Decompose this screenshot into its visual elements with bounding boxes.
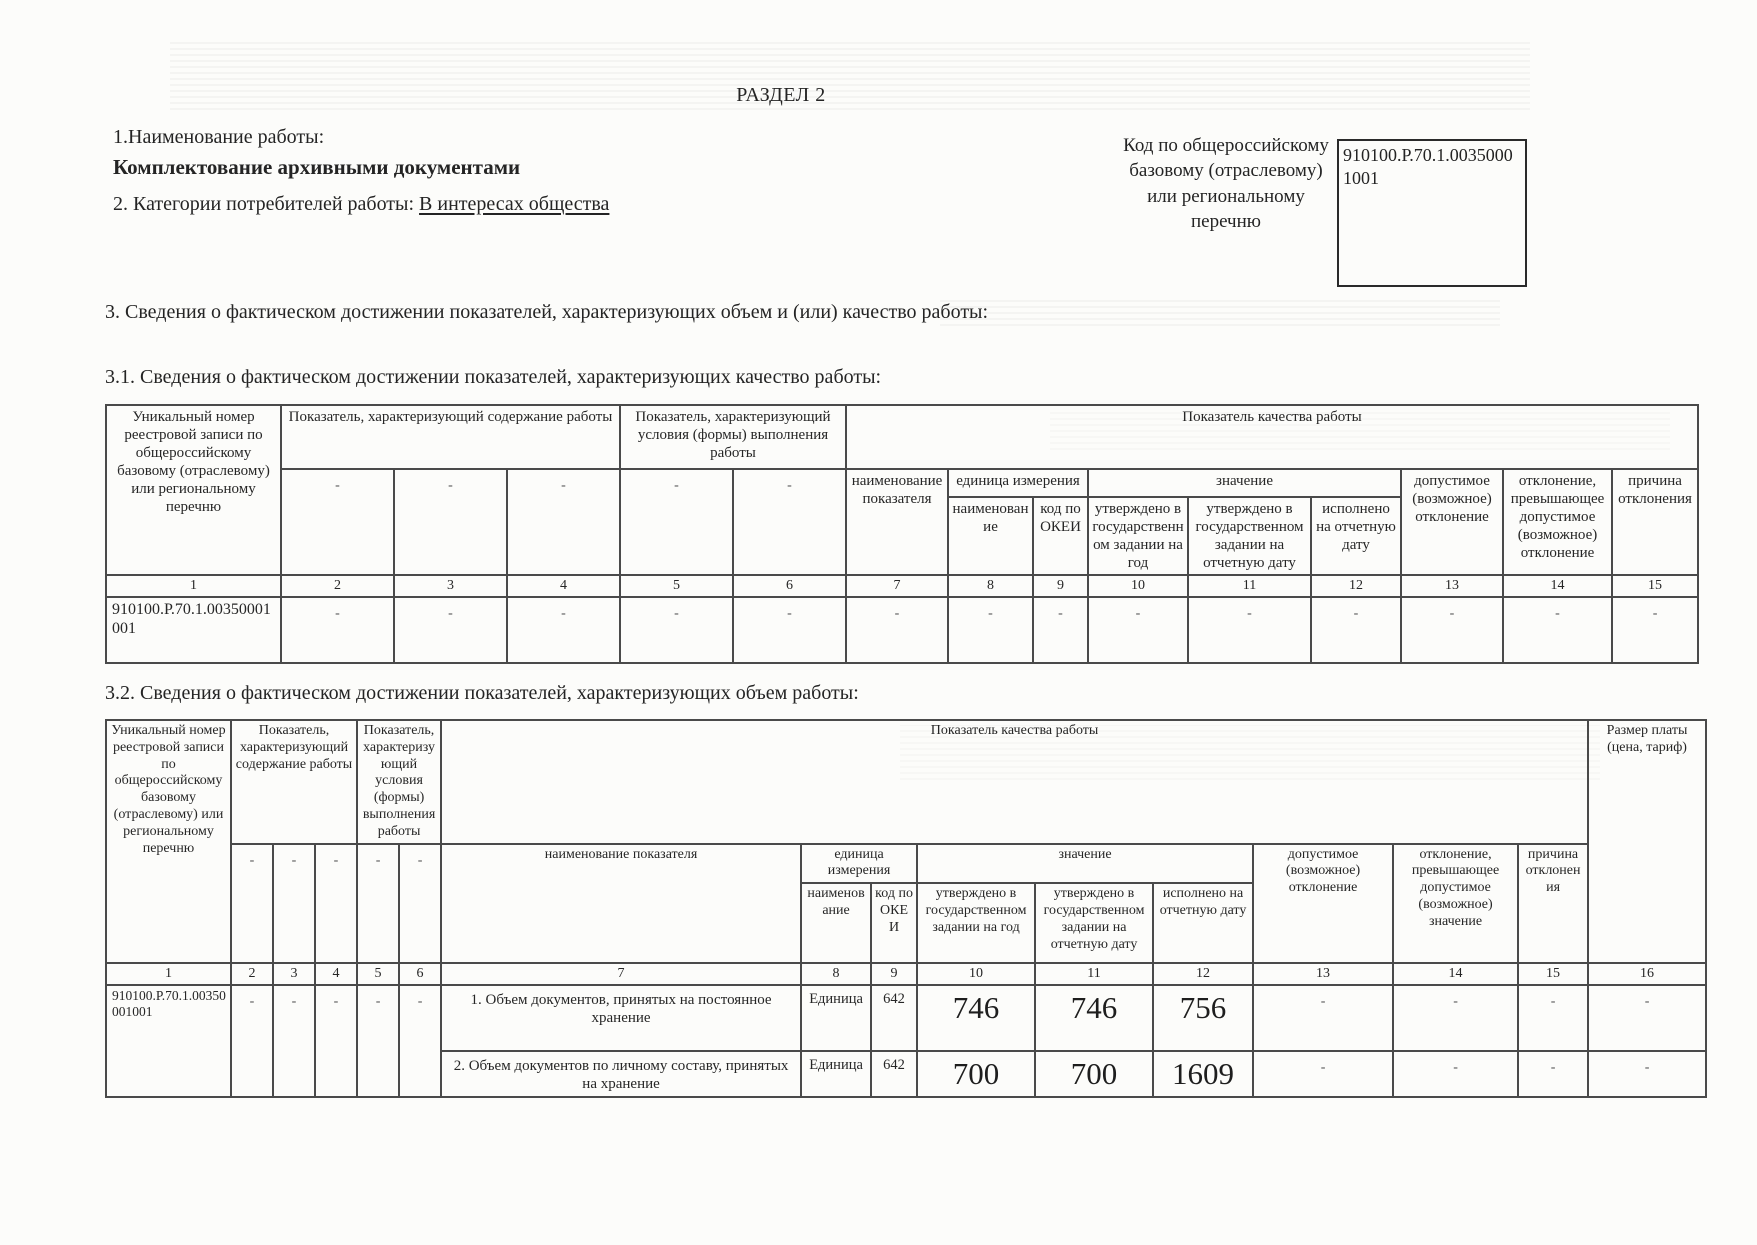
header-dash-cell: -: [315, 844, 357, 964]
dash-cell: -: [315, 985, 357, 1097]
dash-cell: -: [394, 597, 507, 663]
col-number: 9: [871, 963, 917, 985]
col-header-exceeding-deviation: отклонение, превышающее допустимое (возможное) отклонение: [1503, 469, 1612, 575]
col-header-okei: код по ОКЕИ: [871, 883, 917, 963]
col-number: 10: [1088, 575, 1188, 597]
code-label: Код по общероссийскому базовому (отраслевому) или региональному перечню: [1123, 135, 1329, 233]
header-dash-cell: -: [620, 469, 733, 575]
col-number: 6: [733, 575, 846, 597]
col-number: 9: [1033, 575, 1088, 597]
executed-value: 1609: [1153, 1051, 1253, 1097]
approved-date-value: 746: [1035, 985, 1153, 1051]
col-header-allowed-deviation: допустимое (возможное) отклонение: [1253, 844, 1393, 964]
col-header-content-indicator: Показатель, характеризующий содержание работы: [231, 720, 357, 844]
dash-cell: -: [1588, 985, 1706, 1051]
col-header-value: значение: [917, 844, 1253, 884]
consumers-value: В интересах общества: [419, 193, 610, 215]
col-number: 8: [948, 575, 1033, 597]
table-row: [106, 597, 1698, 663]
col-header-executed: исполнено на отчетную дату: [1153, 883, 1253, 963]
col-header-indicator-name: наименование показателя: [846, 469, 948, 575]
col-number: 4: [315, 963, 357, 985]
header-dash-cell: -: [507, 469, 620, 575]
col-number: 11: [1035, 963, 1153, 985]
col-header-exceeding-deviation: отклонение, превышающее допустимое (возможное) значение: [1393, 844, 1518, 964]
col-number: 14: [1393, 963, 1518, 985]
indicator-name-cell: 2. Объем документов по личному составу, принятых на хранение: [441, 1051, 801, 1097]
dash-cell: -: [1393, 1051, 1518, 1097]
dash-cell: -: [273, 985, 315, 1097]
dash-cell: -: [1588, 1051, 1706, 1097]
unit-cell: Единица: [801, 1051, 871, 1097]
dash-cell: -: [1518, 1051, 1588, 1097]
dash-cell: -: [399, 985, 441, 1097]
dash-cell: -: [357, 985, 399, 1097]
col-number: 5: [620, 575, 733, 597]
col-number: 5: [357, 963, 399, 985]
dash-cell: -: [1503, 597, 1612, 663]
header-dash-cell: -: [357, 844, 399, 964]
unit-cell: Единица: [801, 985, 871, 1051]
header-row-groups: [106, 720, 1706, 844]
code-box: [1337, 139, 1527, 287]
work-name-value: Комплектование архивными документами: [113, 155, 521, 179]
quality-indicators-table: [105, 404, 1699, 664]
executed-value: 756: [1153, 985, 1253, 1051]
col-header-unique-number: Уникальный номер реестровой записи по общероссийскому базовому (отраслевому) или региональному перечню: [106, 720, 231, 963]
col-number: 3: [273, 963, 315, 985]
col-number: 3: [394, 575, 507, 597]
col-number: 15: [1518, 963, 1588, 985]
dash-cell: -: [620, 597, 733, 663]
col-number: 16: [1588, 963, 1706, 985]
page-title: РАЗДЕЛ 2: [736, 84, 826, 106]
col-number: 10: [917, 963, 1035, 985]
col-number: 4: [507, 575, 620, 597]
col-header-conditions-indicator: Показатель, характеризующий условия (формы) выполнения работы: [620, 405, 846, 469]
header-dash-cell: -: [281, 469, 394, 575]
col-number: 7: [846, 575, 948, 597]
section31-title: 3.1. Сведения о фактическом достижении показателей, характеризующих качество работы:: [105, 366, 882, 388]
code-value: 910100.Р.70.1.00350001001: [1343, 145, 1513, 188]
header-row-groups: [106, 405, 1698, 469]
dash-cell: -: [281, 597, 394, 663]
dash-cell: -: [1188, 597, 1311, 663]
col-header-value: значение: [1088, 469, 1401, 497]
dash-cell: -: [733, 597, 846, 663]
registry-number-cell: 910100.Р.70.1.00350001001: [106, 985, 231, 1097]
dash-cell: -: [1033, 597, 1088, 663]
col-number: 2: [281, 575, 394, 597]
volume-indicators-table: [105, 719, 1707, 1098]
dash-cell: -: [1393, 985, 1518, 1051]
header-dash-cell: -: [273, 844, 315, 964]
header-row-sub: [106, 469, 1698, 497]
approved-date-value: 700: [1035, 1051, 1153, 1097]
col-header-unique-number: Уникальный номер реестровой записи по общероссийскому базовому (отраслевому) или региональному перечню: [106, 405, 281, 575]
col-number: 2: [231, 963, 273, 985]
col-header-unit: единица измерения: [801, 844, 917, 884]
col-header-price: Размер платы (цена, тариф): [1588, 720, 1706, 963]
dash-cell: -: [1612, 597, 1698, 663]
section32-title: 3.2. Сведения о фактическом достижении показателей, характеризующих объем работы:: [105, 682, 859, 704]
col-header-reason: причина отклонения: [1612, 469, 1698, 575]
approved-year-value: 700: [917, 1051, 1035, 1097]
header-dash-cell: -: [231, 844, 273, 964]
dash-cell: -: [948, 597, 1033, 663]
col-header-approved-year: утверждено в государственном задании на год: [917, 883, 1035, 963]
col-header-quality-indicator: Показатель качества работы: [441, 720, 1588, 844]
col-header-content-indicator: Показатель, характеризующий содержание работы: [281, 405, 620, 469]
header-dash-cell: -: [394, 469, 507, 575]
registry-number-cell: 910100.Р.70.1.00350001001: [106, 597, 281, 663]
approved-year-value: 746: [917, 985, 1035, 1051]
col-header-approved-date: утверждено в государственном задании на отчетную дату: [1188, 497, 1311, 575]
col-header-allowed-deviation: допустимое (возможное) отклонение: [1401, 469, 1503, 575]
consumers-label: 2. Категории потребителей работы:: [113, 193, 420, 215]
column-number-row: [106, 963, 1706, 985]
indicator-name-cell: 1. Объем документов, принятых на постоянное хранение: [441, 985, 801, 1051]
col-number: 6: [399, 963, 441, 985]
dash-cell: -: [1401, 597, 1503, 663]
col-number: 13: [1401, 575, 1503, 597]
col-header-unit-name: наименование: [948, 497, 1033, 575]
col-number: 11: [1188, 575, 1311, 597]
col-header-approved-date: утверждено в государственном задании на отчетную дату: [1035, 883, 1153, 963]
col-number: 15: [1612, 575, 1698, 597]
okei-cell: 642: [871, 985, 917, 1051]
table-row: [106, 985, 1706, 1051]
col-number: 7: [441, 963, 801, 985]
col-header-conditions-indicator: Показатель, характеризующий условия (формы) выполнения работы: [357, 720, 441, 844]
col-header-quality-indicator: Показатель качества работы: [846, 405, 1698, 469]
col-header-approved-year: утверждено в государственном задании на год: [1088, 497, 1188, 575]
dash-cell: -: [1311, 597, 1401, 663]
dash-cell: -: [1518, 985, 1588, 1051]
work-name-label: 1.Наименование работы:: [113, 126, 325, 148]
dash-cell: -: [1088, 597, 1188, 663]
col-number: 1: [106, 575, 281, 597]
col-number: 8: [801, 963, 871, 985]
consumers-line: [113, 193, 609, 216]
col-header-executed: исполнено на отчетную дату: [1311, 497, 1401, 575]
dash-cell: -: [1253, 985, 1393, 1051]
col-header-indicator-name: наименование показателя: [441, 844, 801, 964]
dash-cell: -: [507, 597, 620, 663]
okei-cell: 642: [871, 1051, 917, 1097]
header-dash-cell: -: [733, 469, 846, 575]
dash-cell: -: [231, 985, 273, 1097]
dash-cell: -: [1253, 1051, 1393, 1097]
header-row-sub: [106, 844, 1706, 884]
col-number: 1: [106, 963, 231, 985]
col-header-unit: единица измерения: [948, 469, 1088, 497]
col-header-unit-name: наименование: [801, 883, 871, 963]
col-number: 12: [1153, 963, 1253, 985]
col-number: 14: [1503, 575, 1612, 597]
header-dash-cell: -: [399, 844, 441, 964]
section3-title: 3. Сведения о фактическом достижении показателей, характеризующих объем и (или) качество работы:: [105, 301, 989, 323]
scan-artifact: [940, 300, 1500, 326]
col-number: 12: [1311, 575, 1401, 597]
col-header-okei: код по ОКЕИ: [1033, 497, 1088, 575]
col-header-reason: причина отклонения: [1518, 844, 1588, 964]
column-number-row: [106, 575, 1698, 597]
col-number: 13: [1253, 963, 1393, 985]
dash-cell: -: [846, 597, 948, 663]
